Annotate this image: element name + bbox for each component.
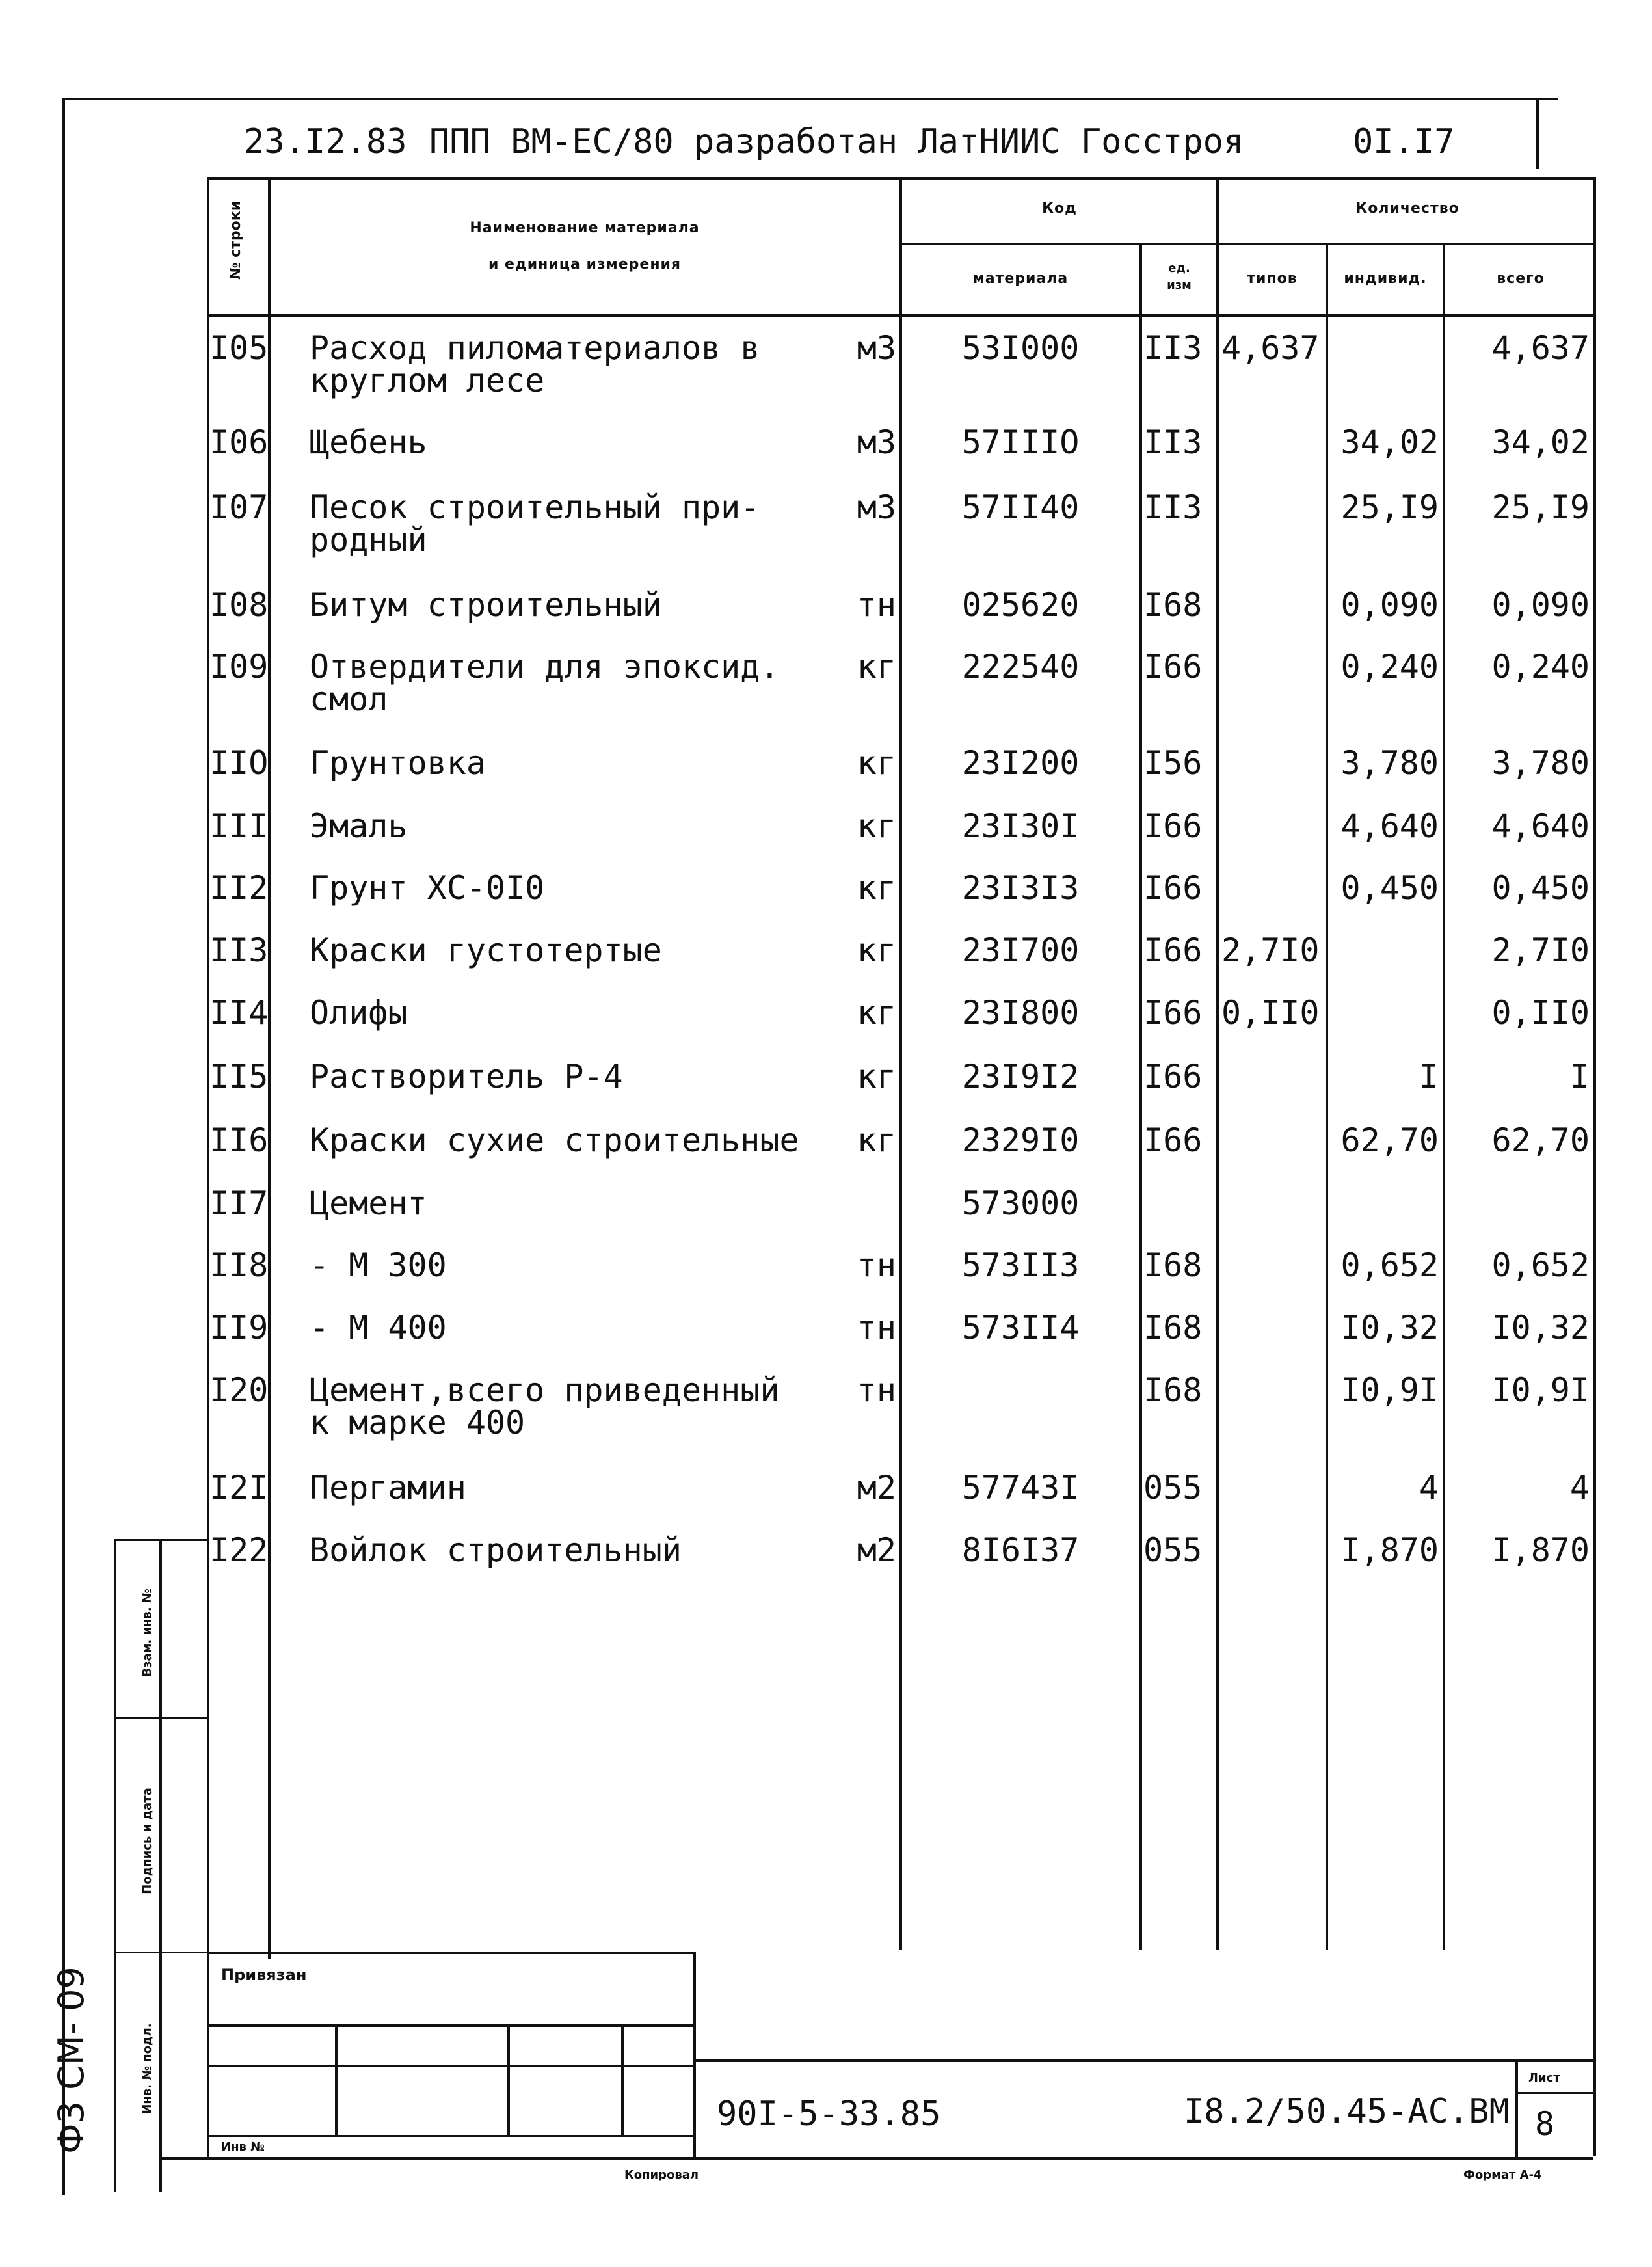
material-code: 23I9I2 bbox=[961, 1058, 1080, 1095]
row-number: I05 bbox=[209, 329, 269, 367]
unit-code: I56 bbox=[1143, 744, 1203, 782]
qty-individual: 0,450 bbox=[1340, 869, 1439, 907]
row-number: II3 bbox=[209, 932, 269, 969]
qty-individual: I bbox=[1419, 1058, 1439, 1095]
frame-top-right-tick bbox=[1536, 98, 1539, 169]
qty-total: 4,640 bbox=[1491, 807, 1590, 845]
frame-top-line bbox=[62, 98, 1558, 100]
qty-total: 0,450 bbox=[1491, 869, 1590, 907]
material-name: смол bbox=[310, 680, 388, 718]
material-name: Краски густотертые bbox=[310, 932, 662, 969]
material-name: к марке 400 bbox=[310, 1404, 526, 1442]
material-code: 57II40 bbox=[961, 489, 1080, 526]
tb-h-top bbox=[207, 1952, 695, 1954]
tb-sheet-label: Лист bbox=[1528, 2071, 1560, 2085]
header-code: 0I.I7 bbox=[1353, 122, 1455, 161]
unit: кг bbox=[857, 1121, 896, 1159]
tb-sheet-v bbox=[1515, 2059, 1518, 2158]
unit-code: II3 bbox=[1143, 329, 1203, 367]
unit: м3 bbox=[857, 423, 896, 461]
material-code: 222540 bbox=[961, 648, 1080, 686]
qty-individual: 4,640 bbox=[1340, 807, 1439, 845]
col-div-rowno bbox=[268, 177, 271, 1959]
qty-total: 4 bbox=[1569, 1469, 1590, 1507]
unit: м2 bbox=[857, 1531, 896, 1569]
header-qty-individual: индивид. bbox=[1344, 271, 1427, 287]
material-name: Цемент bbox=[310, 1185, 427, 1222]
material-code: 573000 bbox=[961, 1185, 1080, 1222]
material-name: Расход пиломатериалов в bbox=[310, 329, 760, 367]
tb-v2 bbox=[507, 2024, 510, 2136]
unit: кг bbox=[857, 869, 896, 907]
qty-individual: I0,9I bbox=[1340, 1371, 1439, 1409]
material-code: 23I700 bbox=[961, 932, 1080, 969]
row-number: I2I bbox=[209, 1469, 269, 1507]
stamp-h3 bbox=[114, 1952, 207, 1953]
material-name: Грунтовка bbox=[310, 744, 486, 782]
header-source: ППП ВМ-ЕС/80 разработан ЛатНИИС Госстроя bbox=[429, 122, 1244, 161]
unit-code: 055 bbox=[1143, 1531, 1203, 1569]
qty-individual: 62,70 bbox=[1340, 1121, 1439, 1159]
row-number: II5 bbox=[209, 1058, 269, 1095]
qty-individual: 34,02 bbox=[1340, 423, 1439, 461]
header-name-line2: и единица измерения bbox=[488, 256, 682, 273]
qty-individual: 0,090 bbox=[1340, 586, 1439, 624]
material-name: Щебень bbox=[310, 423, 427, 461]
qty-total: 4,637 bbox=[1491, 329, 1590, 367]
material-name: - М 400 bbox=[310, 1309, 447, 1347]
material-name: Грунт ХС-0I0 bbox=[310, 869, 545, 907]
qty-individual: I,870 bbox=[1340, 1531, 1439, 1569]
tb-left-v bbox=[207, 1952, 209, 2160]
stamp-h2 bbox=[114, 1717, 207, 1719]
unit-code: I66 bbox=[1143, 1058, 1203, 1095]
material-code: 57IIIO bbox=[961, 423, 1080, 461]
col-div-typical bbox=[1326, 243, 1328, 1950]
material-name: Олифы bbox=[310, 994, 408, 1032]
header-qty-total: всего bbox=[1497, 271, 1545, 287]
tb-tied-label: Привязан bbox=[221, 1966, 307, 1984]
row-number: I07 bbox=[209, 489, 269, 526]
stamp-inv-original: Инв. № подл. bbox=[140, 2023, 154, 2114]
unit: тн bbox=[857, 1309, 896, 1347]
qty-individual: 4 bbox=[1419, 1469, 1439, 1507]
row-number: IIO bbox=[209, 744, 269, 782]
qty-total: I,870 bbox=[1491, 1531, 1590, 1569]
footer-format: Формат А-4 bbox=[1463, 2168, 1542, 2182]
qty-total: I0,9I bbox=[1491, 1371, 1590, 1409]
footer-copy: Копировал bbox=[624, 2168, 699, 2182]
unit-code: I66 bbox=[1143, 807, 1203, 845]
material-code: 8I6I37 bbox=[961, 1531, 1080, 1569]
qty-total: 2,7I0 bbox=[1491, 932, 1590, 969]
material-name: Пергамин bbox=[310, 1469, 466, 1507]
row-number: II4 bbox=[209, 994, 269, 1032]
material-name: Отвердители для эпоксид. bbox=[310, 648, 780, 686]
material-code: 23I3I3 bbox=[961, 869, 1080, 907]
header-qty-typical: типов bbox=[1247, 271, 1298, 287]
row-number: II7 bbox=[209, 1185, 269, 1222]
material-code: 025620 bbox=[961, 586, 1080, 624]
tb-project-no: 90I-5-33.85 bbox=[717, 2095, 941, 2134]
header-code-material: материала bbox=[972, 271, 1069, 287]
qty-total: 34,02 bbox=[1491, 423, 1590, 461]
qty-individual: 25,I9 bbox=[1340, 489, 1439, 526]
col-div-code bbox=[1139, 243, 1142, 1950]
qty-typical: 0,II0 bbox=[1221, 994, 1320, 1032]
material-name: родный bbox=[310, 521, 427, 559]
frame-right-edge bbox=[1593, 179, 1596, 2156]
material-code: 23I30I bbox=[961, 807, 1080, 845]
unit-code: I66 bbox=[1143, 648, 1203, 686]
header-date: 23.I2.83 bbox=[244, 122, 407, 161]
unit-code: I68 bbox=[1143, 1371, 1203, 1409]
material-code: 573II4 bbox=[961, 1309, 1080, 1347]
unit: м3 bbox=[857, 489, 896, 526]
material-name: - М 300 bbox=[310, 1246, 447, 1284]
unit-code: 055 bbox=[1143, 1469, 1203, 1507]
unit: кг bbox=[857, 807, 896, 845]
tb-v3 bbox=[621, 2024, 624, 2136]
material-name: Краски сухие строительные bbox=[310, 1121, 799, 1159]
qty-total: 0,240 bbox=[1491, 648, 1590, 686]
unit: тн bbox=[857, 1246, 896, 1284]
material-name: Цемент,всего приведенный bbox=[310, 1371, 780, 1409]
row-number: I22 bbox=[209, 1531, 269, 1569]
header-unit-code-l1: ед. bbox=[1168, 262, 1190, 275]
unit-code: II3 bbox=[1143, 489, 1203, 526]
unit-code: I66 bbox=[1143, 869, 1203, 907]
qty-total: 0,II0 bbox=[1491, 994, 1590, 1032]
material-code: 2329I0 bbox=[961, 1121, 1080, 1159]
frame-bottom-line bbox=[159, 2157, 1593, 2160]
material-name: Войлок строительный bbox=[310, 1531, 682, 1569]
frame-left-edge bbox=[62, 98, 65, 2195]
row-number: I06 bbox=[209, 423, 269, 461]
stamp-form-code: Ф3 СМ- 09 bbox=[51, 1966, 92, 2154]
qty-total: 0,090 bbox=[1491, 586, 1590, 624]
col-div-unitcode bbox=[1216, 177, 1219, 1950]
qty-individual: 0,240 bbox=[1340, 648, 1439, 686]
qty-individual: 3,780 bbox=[1340, 744, 1439, 782]
col-div-individual bbox=[1443, 243, 1445, 1950]
row-number: II6 bbox=[209, 1121, 269, 1159]
qty-typical: 4,637 bbox=[1221, 329, 1320, 367]
qty-total: I bbox=[1569, 1058, 1590, 1095]
tb-doc-code: I8.2/50.45-АС.ВМ bbox=[1184, 2092, 1510, 2131]
unit: м3 bbox=[857, 329, 896, 367]
unit-code: II3 bbox=[1143, 423, 1203, 461]
qty-individual: I0,32 bbox=[1340, 1309, 1439, 1347]
col-div-name bbox=[899, 177, 902, 1950]
row-number: I09 bbox=[209, 648, 269, 686]
material-name: Песок строительный при- bbox=[310, 489, 760, 526]
unit: кг bbox=[857, 744, 896, 782]
material-code: 23I800 bbox=[961, 994, 1080, 1032]
unit-code: I66 bbox=[1143, 1121, 1203, 1159]
unit-code: I68 bbox=[1143, 586, 1203, 624]
row-number: II2 bbox=[209, 869, 269, 907]
stamp-h1 bbox=[114, 1539, 207, 1541]
row-number: II9 bbox=[209, 1309, 269, 1347]
material-code: 57743I bbox=[961, 1469, 1080, 1507]
material-code: 23I200 bbox=[961, 744, 1080, 782]
material-code: 53I000 bbox=[961, 329, 1080, 367]
row-number: I20 bbox=[209, 1371, 269, 1409]
unit-code: I68 bbox=[1143, 1309, 1203, 1347]
unit-code: I66 bbox=[1143, 994, 1203, 1032]
qty-individual: 0,652 bbox=[1340, 1246, 1439, 1284]
qty-total: 62,70 bbox=[1491, 1121, 1590, 1159]
qty-total: 25,I9 bbox=[1491, 489, 1590, 526]
unit: м2 bbox=[857, 1469, 896, 1507]
stamp-inv-replaced: Взам. инв. № bbox=[140, 1589, 154, 1677]
material-name: Эмаль bbox=[310, 807, 408, 845]
stamp-outer-vline bbox=[114, 1539, 116, 2192]
unit: кг bbox=[857, 1058, 896, 1095]
header-unit-code-l2: изм bbox=[1167, 278, 1192, 292]
material-name: Битум строительный bbox=[310, 586, 662, 624]
tb-inv-label: Инв № bbox=[221, 2140, 265, 2154]
header-name-line1: Наименование материала bbox=[470, 220, 700, 236]
header-sub-line bbox=[901, 243, 1596, 245]
header-qty-group: Количество bbox=[1355, 200, 1459, 217]
row-number: II8 bbox=[209, 1246, 269, 1284]
unit: тн bbox=[857, 586, 896, 624]
row-number: III bbox=[209, 807, 269, 845]
row-number: I08 bbox=[209, 586, 269, 624]
tb-sheet-no: 8 bbox=[1535, 2105, 1555, 2143]
qty-typical: 2,7I0 bbox=[1221, 932, 1320, 969]
material-name: Растворитель Р-4 bbox=[310, 1058, 623, 1095]
tb-sheet-h bbox=[1515, 2092, 1596, 2094]
header-code-group: Код bbox=[1042, 200, 1077, 217]
tb-main-top bbox=[695, 2059, 1596, 2062]
stamp-inner-vline bbox=[159, 1539, 162, 2192]
unit: тн bbox=[857, 1371, 896, 1409]
material-code: 573II3 bbox=[961, 1246, 1080, 1284]
qty-total: 0,652 bbox=[1491, 1246, 1590, 1284]
unit-code: I68 bbox=[1143, 1246, 1203, 1284]
material-name: круглом лесе bbox=[310, 362, 545, 399]
header-row-no: № строки bbox=[228, 200, 244, 280]
tb-v1 bbox=[335, 2024, 338, 2136]
qty-total: 3,780 bbox=[1491, 744, 1590, 782]
unit: кг bbox=[857, 648, 896, 686]
qty-total: I0,32 bbox=[1491, 1309, 1590, 1347]
stamp-sign-date: Подпись и дата bbox=[140, 1788, 154, 1894]
tb-right-v bbox=[693, 1952, 696, 2160]
unit: кг bbox=[857, 994, 896, 1032]
unit-code: I66 bbox=[1143, 932, 1203, 969]
unit: кг bbox=[857, 932, 896, 969]
